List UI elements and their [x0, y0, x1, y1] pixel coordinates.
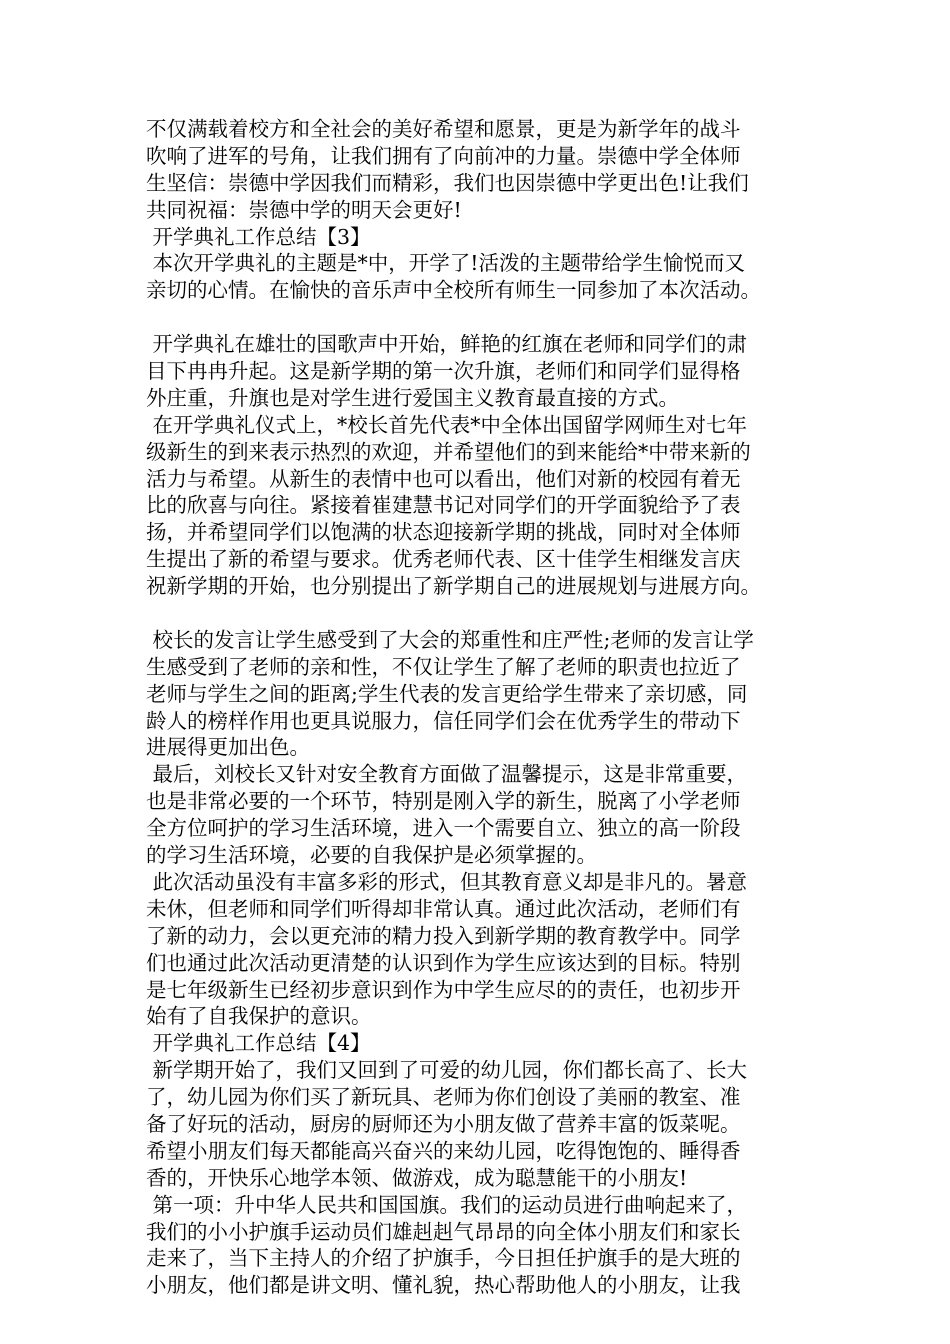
- text-line: 共同祝福：崇德中学的明天会更好!: [146, 197, 462, 222]
- text-line: 吹响了进军的号角，让我们拥有了向前冲的力量。崇德中学全体师: [146, 143, 741, 168]
- text-line: 了新的动力，会以更充沛的精力投入到新学期的教育教学中。同学: [146, 923, 741, 948]
- text-line: 了，幼儿园为你们买了新玩具、老师为你们创设了美丽的教室、准: [146, 1085, 741, 1110]
- text-line: 在开学典礼仪式上，*校长首先代表*中全体出国留学网师生对七年: [146, 412, 748, 437]
- text-line: 小朋友，他们都是讲文明、懂礼貌，热心帮助他人的小朋友，让我: [146, 1273, 741, 1298]
- text-line: 活力与希望。从新生的表情中也可以看出，他们对新的校园有着无: [146, 466, 741, 491]
- section-heading: 开学典礼工作总结【3】: [146, 224, 371, 249]
- text-line: 开学典礼在雄壮的国歌声中开始，鲜艳的红旗在老师和同学们的肃: [146, 332, 748, 357]
- text-line: 希望小朋友们每天都能高兴奋兴的来幼儿园，吃得饱饱的、睡得香: [146, 1138, 741, 1163]
- text-line: 外庄重，升旗也是对学生进行爱国主义教育最直接的方式。: [146, 385, 679, 410]
- text-line: 备了好玩的活动，厨房的厨师还为小朋友做了营养丰富的饭菜呢。: [146, 1111, 741, 1136]
- text-line: 们也通过此次活动更清楚的认识到作为学生应该达到的目标。特别: [146, 950, 741, 975]
- text-line: 生坚信：崇德中学因我们而精彩，我们也因崇德中学更出色!让我们: [146, 170, 749, 195]
- text-line: 目下冉冉升起。这是新学期的第一次升旗，老师们和同学们显得格: [146, 359, 741, 384]
- text-line: 走来了，当下主持人的介绍了护旗手，今日担任护旗手的是大班的: [146, 1246, 741, 1271]
- text-line: 也是非常必要的一个环节，特别是刚入学的新生，脱离了小学老师: [146, 789, 741, 814]
- text-line: 第一项：升中华人民共和国国旗。我们的运动员进行曲响起来了，: [146, 1192, 748, 1217]
- text-line: 始有了自我保护的意识。: [146, 1004, 372, 1029]
- text-line: 比的欣喜与向往。紧接着崔建慧书记对同学们的开学面貌给予了表: [146, 493, 741, 518]
- text-line: 不仅满载着校方和全社会的美好希望和愿景，更是为新学年的战斗: [146, 117, 741, 141]
- text-line: 老师与学生之间的距离;学生代表的发言更给学生带来了亲切感，同: [146, 681, 748, 706]
- text-line: 未休，但老师和同学们听得却非常认真。通过此次活动，老师们有: [146, 896, 741, 921]
- text-line: 本次开学典礼的主题是*中，开学了!活泼的主题带给学生愉悦而又: [146, 251, 746, 276]
- text-line: 生感受到了老师的亲和性，不仅让学生了解了老师的职责也拉近了: [146, 654, 741, 679]
- text-line: 级新生的到来表示热烈的欢迎，并希望他们的到来能给*中带来新的: [146, 439, 751, 464]
- text-line: 是七年级新生已经初步意识到作为中学生应尽的的责任，也初步开: [146, 977, 741, 1002]
- text-line: 最后，刘校长又针对安全教育方面做了温馨提示，这是非常重要，: [146, 762, 748, 787]
- text-line: 扬，并希望同学们以饱满的状态迎接新学期的挑战，同时对全体师: [146, 520, 741, 545]
- text-line: 此次活动虽没有丰富多彩的形式，但其教育意义却是非凡的。暑意: [146, 869, 748, 894]
- text-line: 校长的发言让学生感受到了大会的郑重性和庄严性;老师的发言让学: [146, 627, 754, 652]
- text-line: 进展得更加出色。: [146, 735, 310, 760]
- text-line: 全方位呵护的学习生活环境，进入一个需要自立、独立的高一阶段: [146, 816, 741, 841]
- text-line: 祝新学期的开始，也分别提出了新学期自己的进展规划与进展方向。: [146, 574, 761, 599]
- text-line: 龄人的榜样作用也更具说服力，信任同学们会在优秀学生的带动下: [146, 708, 741, 733]
- text-line: 生提出了新的希望与要求。优秀老师代表、区十佳学生相继发言庆: [146, 547, 741, 572]
- text-line: 新学期开始了，我们又回到了可爱的幼儿园，你们都长高了、长大: [146, 1058, 748, 1083]
- blank-line: [146, 304, 810, 331]
- text-line: 的学习生活环境，必要的自我保护是必须掌握的。: [146, 843, 597, 868]
- text-line: 香的，开快乐心地学本领、做游戏，成为聪慧能干的小朋友!: [146, 1165, 688, 1190]
- section-heading: 开学典礼工作总结【4】: [146, 1031, 371, 1056]
- text-line: 我们的小小护旗手运动员们雄赳赳气昂昂的向全体小朋友们和家长: [146, 1219, 741, 1244]
- document-body: [146, 116, 810, 1299]
- blank-line: [146, 600, 810, 627]
- text-line: 亲切的心情。在愉快的音乐声中全校所有师生一同参加了本次活动。: [146, 278, 761, 303]
